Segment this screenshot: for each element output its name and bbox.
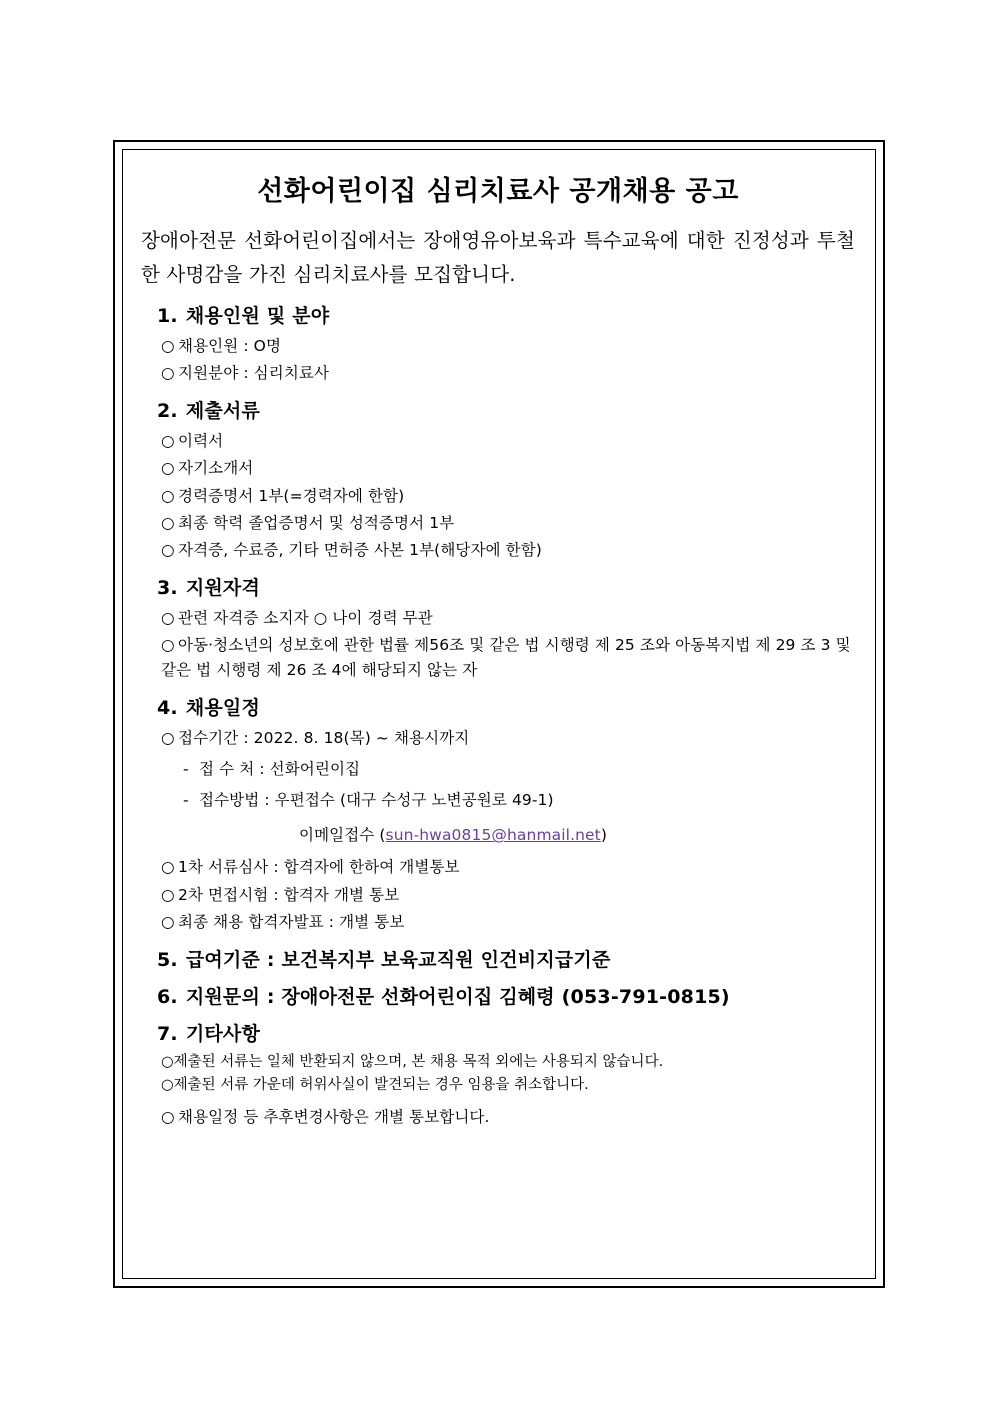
list-item — [161, 1052, 857, 1074]
list-item — [161, 855, 857, 880]
list-item — [161, 910, 857, 935]
section-title-2: 제출서류 — [185, 400, 261, 423]
list-item — [161, 606, 857, 631]
list-item-text: 아동·청소년의 성보호에 관한 법률 제56조 및 같은 법 시행령 제 25 조와 아동복지법 제 29 조 3 및 같은 법 시행령 제 26 조 4에 해당되지 않는 자 — [161, 635, 851, 680]
bullet-icon: ○ — [161, 1053, 174, 1070]
list-item — [161, 883, 857, 908]
list-item-text: 제출된 서류는 일체 반환되지 않으며, 본 채용 목적 외에는 사용되지 않습니다. — [173, 1053, 664, 1070]
list-item — [161, 361, 857, 386]
list-item — [161, 1075, 857, 1097]
email-label: 이메일접수 ( — [299, 826, 386, 845]
section-number-4: 4. — [157, 697, 178, 720]
sub-list-item-text: 접 수 처 : 선화어린이집 — [199, 760, 361, 779]
section-number-5: 5. — [157, 948, 178, 971]
section-heading-7 — [157, 1019, 857, 1046]
bullet-icon: ○ — [161, 635, 175, 654]
section-title-3: 지원자격 — [185, 576, 261, 599]
document-content — [133, 155, 863, 1275]
bullet-icon: ○ — [161, 364, 175, 383]
section-heading-2 — [157, 396, 857, 423]
intro-paragraph: 장애아전문 선화어린이집에서는 장애영유아보육과 특수교육에 대한 진정성과 투철한 사명감을 가진 심리치료사를 모집합니다. — [141, 229, 855, 286]
list-item-text: 이력서 — [178, 432, 224, 451]
bullet-icon: ○ — [161, 885, 175, 904]
list-item-text: 지원분야 : 심리치료사 — [178, 364, 330, 383]
list-item — [161, 511, 857, 536]
list-item — [161, 633, 857, 683]
list-item-text: 최종 채용 합격자발표 : 개별 통보 — [178, 912, 405, 931]
bullet-icon: ○ — [161, 513, 175, 532]
bullet-icon: ○ — [161, 432, 175, 451]
section-number-3: 3. — [157, 576, 178, 599]
bullet-icon: ○ — [161, 1108, 175, 1127]
bullet-icon: ○ — [161, 1076, 174, 1093]
list-item — [161, 538, 857, 563]
section-heading-5 — [157, 945, 857, 972]
list-item — [161, 456, 857, 481]
section-title-1: 채용인원 및 분야 — [185, 305, 330, 328]
section-number-7: 7. — [157, 1022, 178, 1045]
email-link[interactable]: sun-hwa0815@hanmail.net — [385, 826, 601, 845]
list-item — [161, 484, 857, 509]
list-item-text: 1차 서류심사 : 합격자에 한하여 개별통보 — [178, 858, 460, 877]
list-item-text: 채용일정 등 추후변경사항은 개별 통보합니다. — [178, 1108, 490, 1127]
bullet-icon: ○ — [161, 729, 175, 748]
bullet-icon: ○ — [161, 459, 175, 478]
list-item-text: 자기소개서 — [178, 459, 254, 478]
email-submission-line — [299, 823, 857, 845]
section-heading-1 — [157, 301, 857, 328]
sub-list-item — [183, 757, 857, 782]
page-title: 선화어린이집 심리치료사 공개채용 공고 — [257, 176, 739, 207]
list-item — [161, 726, 857, 751]
dash-icon: - — [183, 791, 189, 810]
list-item-text: 제출된 서류 가운데 허위사실이 발견되는 경우 임용을 취소합니다. — [173, 1076, 589, 1093]
list-item — [161, 429, 857, 454]
bullet-icon: ○ — [161, 540, 175, 559]
list-item-text: 자격증, 수료증, 기타 면허증 사본 1부(해당자에 한함) — [178, 540, 542, 559]
section-number-1: 1. — [157, 305, 178, 328]
bullet-icon: ○ — [161, 858, 175, 877]
sub-list-item — [183, 788, 857, 813]
list-item — [161, 334, 857, 359]
section-title-6: 지원문의 : 장애아전문 선화어린이집 김혜령 (053-791-0815) — [185, 985, 730, 1008]
bullet-icon: ○ — [161, 912, 175, 931]
bullet-icon: ○ — [161, 486, 175, 505]
section-heading-4 — [157, 693, 857, 720]
section-title-5: 급여기준 : 보건복지부 보육교직원 인건비지급기준 — [185, 948, 611, 971]
list-item-text: 채용인원 : O명 — [178, 337, 282, 356]
bullet-icon: ○ — [161, 608, 175, 627]
list-item-text: 최종 학력 졸업증명서 및 성적증명서 1부 — [178, 513, 455, 532]
section-title-4: 채용일정 — [185, 697, 261, 720]
sub-list-item-text: 접수방법 : 우편접수 (대구 수성구 노변공원로 49-1) — [199, 791, 554, 810]
section-heading-3 — [157, 573, 857, 600]
list-item-text: 접수기간 : 2022. 8. 18(목) ~ 채용시까지 — [178, 729, 470, 748]
list-item-text: 2차 면접시험 : 합격자 개별 통보 — [178, 885, 400, 904]
list-item-text: 경력증명서 1부(=경력자에 한함) — [178, 486, 405, 505]
list-item — [161, 1105, 857, 1130]
list-item-text: 관련 자격증 소지자 ○ 나이 경력 무관 — [178, 608, 433, 627]
dash-icon: - — [183, 760, 189, 779]
email-close-paren: ) — [600, 826, 607, 845]
section-title-7: 기타사항 — [185, 1022, 261, 1045]
section-number-2: 2. — [157, 400, 178, 423]
section-number-6: 6. — [157, 985, 178, 1008]
bullet-icon: ○ — [161, 337, 175, 356]
section-heading-6 — [157, 982, 857, 1009]
